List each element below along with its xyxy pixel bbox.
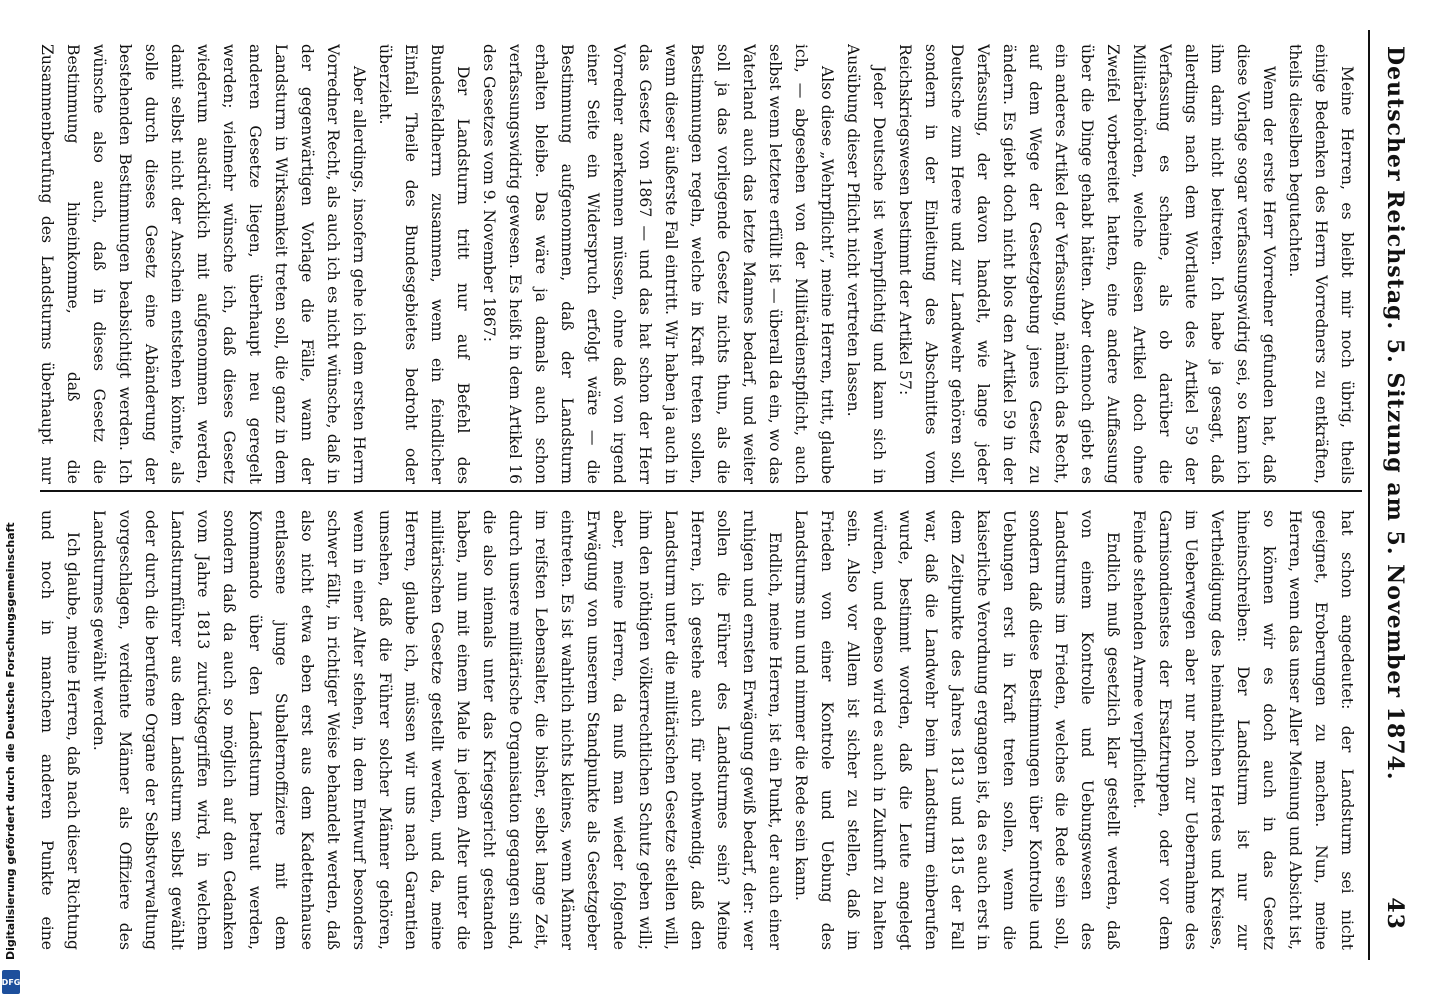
funding-credit: Digitalisierung gefördert durch die Deutsche Forschungsgemeinschaft bbox=[4, 522, 17, 960]
paragraph: Der Landsturm tritt nur auf Befehl des Bundesfeldherrn zusammen, wenn ein feindlicher Einfall Theile des Bundesgebietes bedroht oder überzieht. bbox=[376, 44, 472, 484]
dfg-logo-icon: DFG bbox=[2, 970, 20, 994]
paragraph: Endlich, meine Herren, ist ein Punkt, der auch einer ruhigen und ernsten Erwägung gewiß bedarf, der: wer sollen die Führer des Landsturmes sein? Meine Herren, ich gestehe auch für nothwendig, daß den Landsturm unter die militärischen Gesetze stellen will, ihm den nöthigen völkerrechtlichen Schutz geben will; aber, meine Herren, da muß man wieder folgende Erwägung von unserem Standpunkte als Gesetzgeber eintreten. Es ist wahrlich nichts kleines, wenn Männer im reifsten Lebensalter, die bisher, selbst lange Zeit, durch unsere militärische Organisation gegangen sind, die also niemals unter das Kriegsgericht gestanden haben, nun mit einem Male in jedem Alter unter die militärischen Gesetze gestellt werden, und da, meine Herren, glaube ich, müssen wir uns nach Garantien umsehen, daß die Führer solcher Männer gehören, wenn in einer Alter stehen, in dem Entwurf besonders schwer fällt, in richtiger Weise behandelt werden, daß also nicht etwa eben erst aus dem Kadettenhause entlassene junge Subalternoffiziere mit dem Kommando über den Landsturm betraut werden, sondern daß da auch so möglich auf den Gedanken vom Jahre 1813 zurückgegriffen wird, in welchem Landsturmführer aus dem Landsturm selbst gewählt oder durch die berufene Organe der Selbstverwaltung vorgeschlagen, verdiente Männer als Offiziere des Landsturmes gewählt werden. bbox=[90, 510, 784, 950]
page-number: 43 bbox=[1382, 897, 1408, 930]
paragraph: hat schon angedeutet: der Landsturm sei nicht geeignet, Eroberungen zu machen. Nun, meine Herren, wenn das unser Aller Meinung und Absicht ist, so können wir es doch auch in das Gesetz hineinschreiben: Der Landsturm ist nur zur Vertheidigung des heimathlichen Herdes und Kreises, im Ueberwegen aber nur noch zur Uebernahme des Garnisondienstes der Ersatztruppen, oder vor dem Feinde stehenden Armee verpflichtet. bbox=[1130, 510, 1356, 950]
paragraph: Aber allerdings, insofern gehe ich dem ersten Herrn Vorredner Recht, als auch ich es nicht wünsche, daß in der gegenwärtigen Vorlage die Fälle, wann der Landsturm in Wirksamkeit treten soll, die ganz in dem anderen Gesetze liegen, überhaupt neu geregelt werden; vielmehr wünsche ich, daß dieses Gesetz wiederum ausdrücklich mit aufgenommen werden, damit selbst nicht der Anschein entstehen könnte, als solle durch dieses Gesetz eine Abänderung der bestehenden Bestimmungen beabsichtigt werden. Ich wünsche also auch, daß in dieses Gesetz die Bestimmung hineinkomme, daß die Zusammenberufung des Landsturms überhaupt nur bbox=[38, 44, 368, 484]
page-header bbox=[1374, 46, 1414, 930]
header-rule bbox=[1368, 30, 1370, 960]
paragraph: Wenn der erste Herr Vorredner gefunden hat, daß diese Vorlage sogar verfassungswidrig sei, so kann ich ihm darin nicht beitreten. Ich habe ja gesagt, daß allerdings nach dem Wortlaute des Artikel 59 der Verfassung es scheine, als ob darüber die Militärbehörden, welche diesen Artikel doch ohne Zweifel vorbereitet hatten, eine andere Auffassung über die Dinge gehabt hätten. Aber dennoch giebt es ein anderes Artikel der Verfassung, nämlich das Recht, auf dem Wege der Gesetzgebung jenes Gesetz zu ändern. Es giebt doch nicht blos den Artikel 59 in der Verfassung, der davon handelt, wie lange jeder Deutsche zum Heere und zur Landwehr gehören soll, sondern in der Einleitung des Abschnittes vom Reichskriegswesen bestimmt der Artikel 57: bbox=[896, 44, 1278, 484]
paragraph: Ich glaube, meine Herren, daß nach dieser Richtung und noch in manchem anderen Punkte eine bbox=[38, 510, 82, 950]
paragraph: Also diese „Wehrpflicht“, meine Herren, tritt, glaube ich, — abgesehen von der Militärdienstpflicht, auch selbst wenn letztere erfüllt ist — überall da ein, wo das Vaterland auch das letzte Mannes bedarf, und weiter soll ja das vorliegende Gesetz nichts thun, als die Bestimmungen regeln, welche in Kraft treten sollen, wenn dieser äußerste Fall eintritt. Wir haben ja auch in das Gesetz von 1867 — und das hat schon der Herr Vorredner anerkennen müssen, ohne daß von irgend einer Seite ein Widerspruch erfolgt wäre — die Bestimmung aufgenommen, daß der Landsturm erhalten bleibe. Das wäre ja damals auch schon verfassungswidrig gewesen. Es heißt in dem Artikel 16 des Gesetzes vom 9. November 1867: bbox=[480, 44, 836, 484]
paragraph: Jeder Deutsche ist wehrpflichtig und kann sich in Ausübung dieser Pflicht nicht vertreten lassen. bbox=[844, 44, 888, 484]
paragraph: Meine Herren, es bleibt mir noch übrig, theils einige Bedenken des Herrn Vorredners zu entkräften, theils dieselben begutachten. bbox=[1286, 44, 1356, 484]
running-title: Deutscher Reichstag. 5. Sitzung am 5. November 1874. bbox=[1382, 46, 1408, 781]
left-column bbox=[30, 44, 1360, 484]
right-column bbox=[30, 510, 1360, 950]
digitization-footer bbox=[0, 0, 22, 1000]
paragraph: Endlich muß gesetzlich klar gestellt werden, daß von einem Kontrolle und Uebungswesen des Landsturms im Frieden, welches die Rede sein soll, sondern daß diese Bestimmungen über Kontrolle und Uebungen erst in Kraft treten sollen, wenn die kaiserliche Verordnung ergangen ist, da es auch erst in dem Zeitpunkte des Jahres 1813 und 1815 der Fall war, daß die Landwehr beim Landsturm einberufen wurde, bestimmt worden, daß die Leute angelegt würden, und ebenso wird es auch in Zukunft zu halten sein. Also vor Allem ist sicher zu stellen, daß im Frieden von einer Kontrole und Uebung des Landsturms nun und nimmer die Rede sein kann. bbox=[792, 510, 1122, 950]
column-divider bbox=[40, 490, 1362, 492]
